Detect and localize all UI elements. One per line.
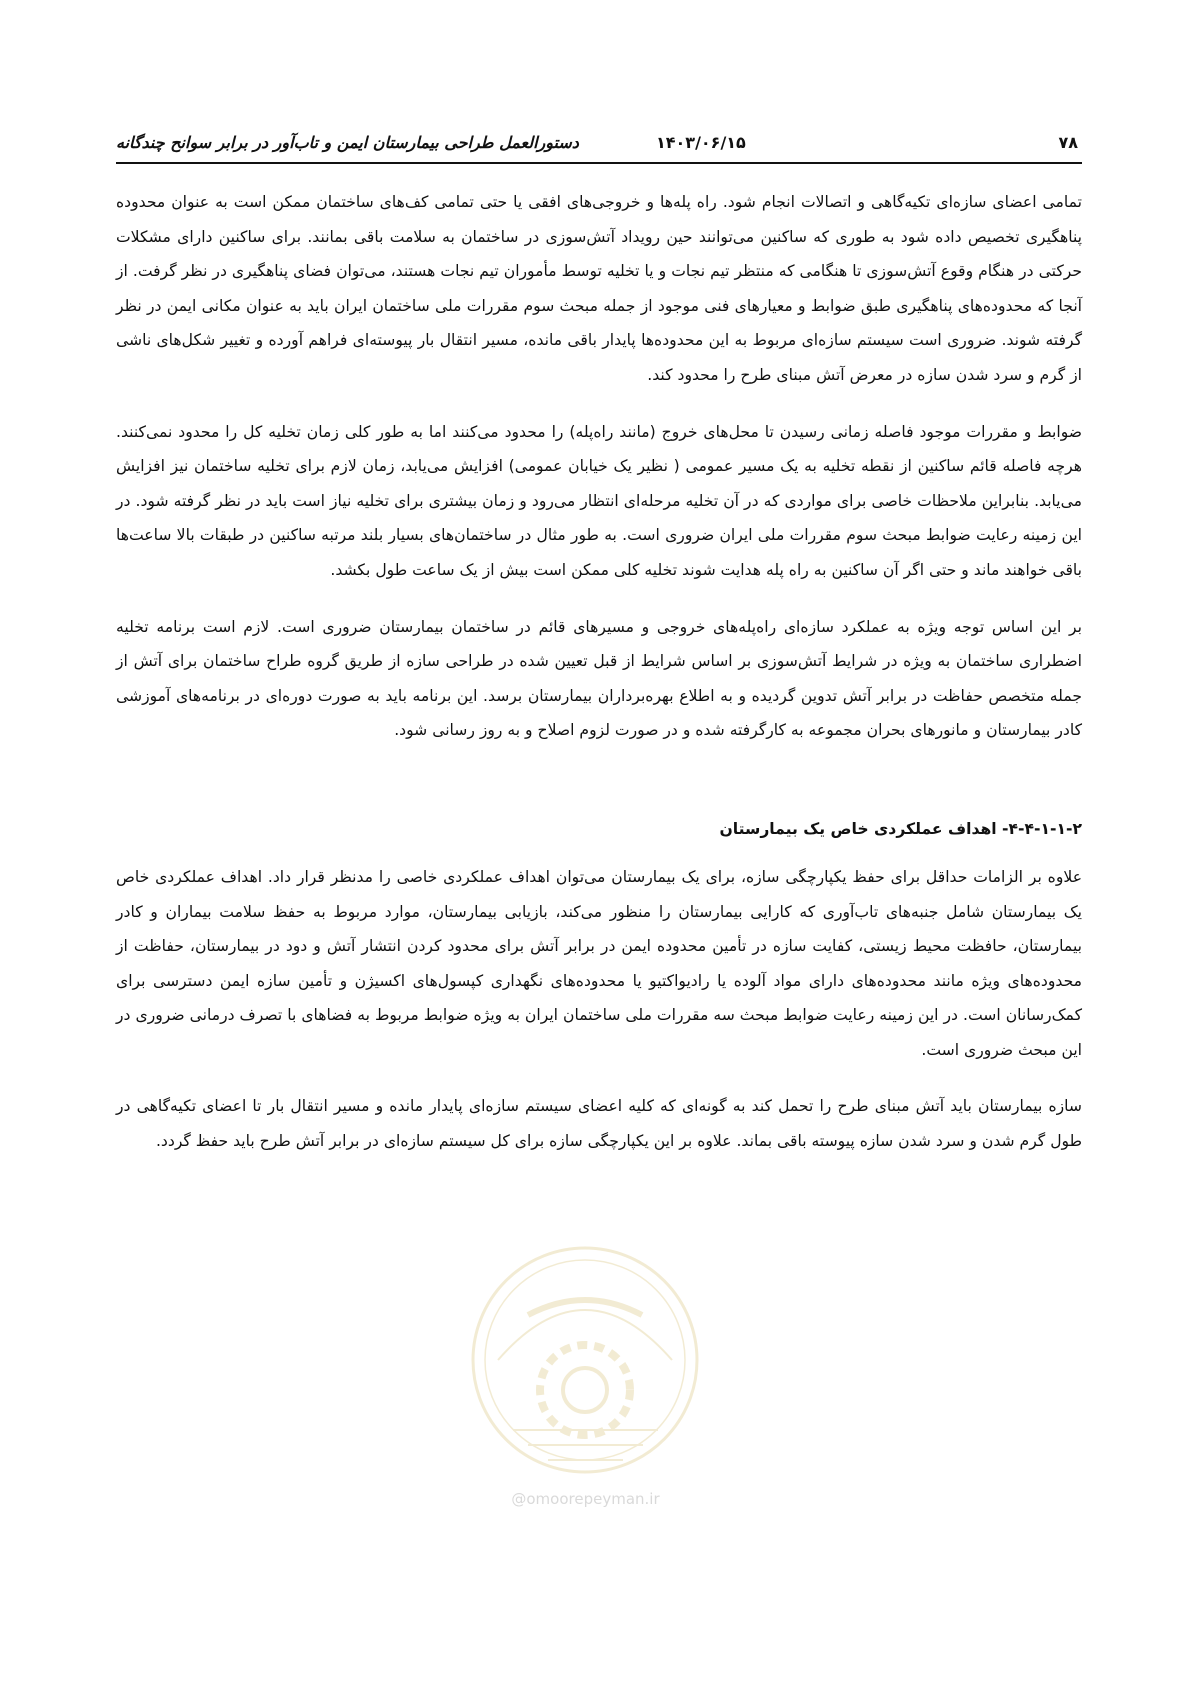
body-paragraph-1: تمامی اعضای سازه‌ای تکیه‌گاهی و اتصالات انجام شود. راه پله‌ها و خروجی‌های افقی یا حتی تمامی کف‌های ساختمان ممکن است به عنوان محدوده پناهگیری تخصیص داده شود به طوری که ساکنین می‌توانند حین رویداد آتش‌سوزی در ساختمان به سلامت باقی بمانند. برای ساکنین دارای مشکلات حرکتی در هنگام وقوع آتش‌سوزی تا هنگامی که منتظر تیم نجات و یا تخلیه توسط مأموران تیم نجات هستند، می‌توان فضای پناهگیری در نظر گرفت. از آنجا که محدوده‌های پناهگیری طبق ضوابط و معیارهای فنی موجود از جمله مبحث سوم مقررات ملی ساختمان ایران باید به عنوان مکانی ایمن در نظر گرفته شوند. ضروری است سیستم سازه‌ای مربوط به این محدوده‌ها پایدار باقی مانده، مسیر انتقال بار پیوسته‌ای فراهم آورده و تغییر شکل‌های ناشی از گرم و سرد شدن سازه در معرض آتش مبنای طرح را محدود کند.	[116, 193, 1082, 384]
body-paragraph-4: علاوه بر الزامات حداقل برای حفظ یکپارچگی سازه، برای یک بیمارستان می‌توان اهداف عملکردی خاصی را مدنظر قرار داد. اهداف عملکردی خاص یک بیمارستان شامل جنبه‌های تاب‌آوری که کارایی بیمارستان را منظور می‌کند، بازیابی بیمارستان، موارد مربوط به حفظ سلامت بیماران و کادر بیمارستان، حافظت محیط زیستی، کفایت سازه در تأمین محدوده ایمن در برابر آتش برای محدود کردن انتشار آتش و دود در بیمارستان، حفاظت از محدوده‌های ویژه مانند محدوده‌های دارای مواد آلوده یا رادیواکتیو یا محدوده‌های نگهداری کپسول‌های اکسیژن و تأمین سازه ایمن دسترسی برای کمک‌رسانان است. در این زمینه رعایت ضوابط مبحث سه مقررات ملی ساختمان ایران به ویژه ضوابط مربوط به فضاهای با تصرف درمانی ضروری در این مبحث ضروری است.	[116, 867, 1082, 1059]
body-paragraph-5: سازه بیمارستان باید آتش مبنای طرح را تحمل کند به گونه‌ای که کلیه اعضای سیستم سازه‌ای پایدار مانده و مسیر انتقال بار تا اعضای تکیه‌گاهی در طول گرم شدن و سرد شدن سازه پیوسته باقی بماند. علاوه بر این یکپارچگی سازه برای کل سیستم سازه‌ای در برابر آتش طرح باید حفظ گردد.	[116, 1097, 1082, 1151]
body-paragraph-3: بر این اساس توجه ویژه به عملکرد سازه‌ای راه‌پله‌های خروجی و مسیرهای قائم در ساختمان بیمارستان ضروری است. لازم است برنامه تخلیه اضطراری ساختمان به ویژه در شرایط آتش‌سوزی بر اساس شرایط از قبل تعیین شده در طراحی سازه از طریق گروه طراح ساختمان برای آتش از جمله متخصص حفاظت در برابر آتش تدوین گردیده و به اطلاع بهره‌برداران بیمارستان برسد. این برنامه باید به صورت دوره‌ای در برنامه‌های آموزشی کادر بیمارستان و مانورهای بحران مجموعه به کارگرفته شده و در صورت لزوم اصلاح و به روز رسانی شود.	[116, 617, 1082, 740]
running-header	[116, 133, 1082, 163]
watermark-emblem-icon	[458, 1240, 713, 1485]
document-title: دستورالعمل طراحی بیمارستان ایمن و تاب‌آور در برابر سوانح چندگانه	[116, 133, 579, 152]
body-paragraph-2: ضوابط و مقررات موجود فاصله زمانی رسیدن تا محل‌های خروج (مانند راه‌پله) را محدود می‌کنند اما به طور کلی زمان تخلیه کل را محدود نمی‌کنند. هرچه فاصله قائم ساکنین از نقطه تخلیه به یک مسیر عمومی ( نظیر یک خیابان عمومی) افزایش می‌یابد، زمان لازم برای تخلیه ساختمان نیز افزایش می‌یابد. بنابراین ملاحظات خاصی برای مواردی که در آن تخلیه مرحله‌ای انتظار می‌رود و زمان بیشتری برای تخلیه نیاز است باید در نظر گرفته شود. در این زمینه رعایت ضوابط مبحث سوم مقررات ملی ایران ضروری است. به طور مثال در ساختمان‌های بسیار بلند مرتبه ساکنین در طبقات بالا ساعت‌ها باقی خواهند ماند و حتی اگر آن ساکنین به راه پله هدایت شوند تخلیه کلی ممکن است بیش از یک ساعت طول بکشد.	[116, 422, 1082, 579]
page-body	[116, 185, 1082, 1159]
page-number: ۷۸	[1058, 133, 1078, 152]
section-heading: ۴-۴-۱-۱-۲- اهداف عملکردی خاص یک بیمارستان	[719, 819, 1082, 838]
watermark-logo	[458, 1240, 713, 1540]
header-divider	[116, 162, 1082, 164]
watermark-text: @omoorepeyman.ir	[511, 1490, 660, 1508]
document-date: ۱۴۰۳/۰۶/۱۵	[656, 133, 746, 152]
